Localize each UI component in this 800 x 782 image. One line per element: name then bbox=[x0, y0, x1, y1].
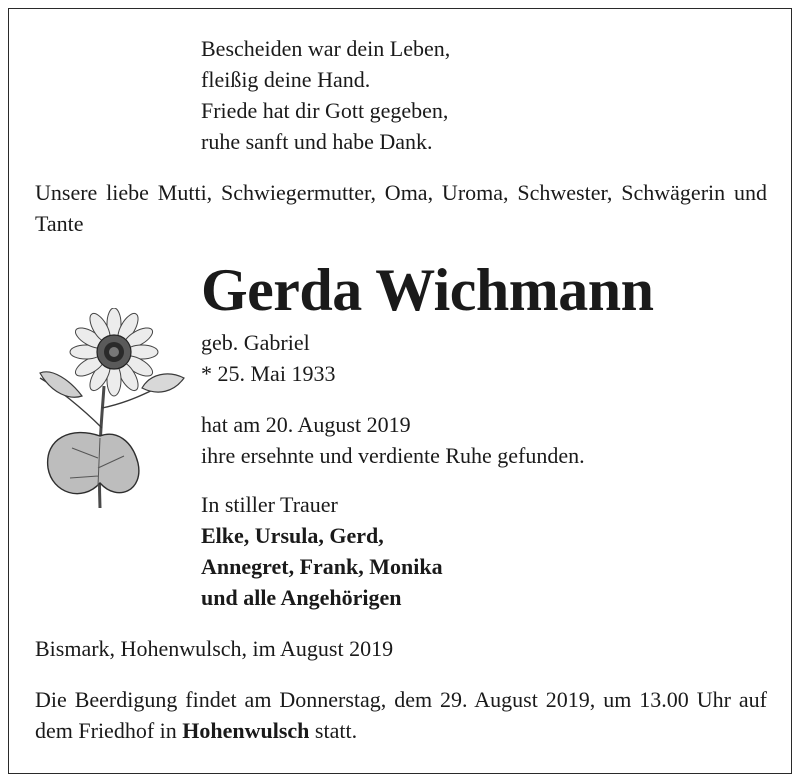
mourners bbox=[201, 489, 443, 613]
birth-info bbox=[201, 327, 335, 389]
poem-line: ruhe sanft und habe Dank. bbox=[201, 129, 433, 154]
poem-line: Friede hat dir Gott gegeben, bbox=[201, 98, 449, 123]
funeral-place: Hohenwulsch bbox=[182, 718, 310, 743]
death-date: hat am 20. August 2019 bbox=[201, 412, 411, 437]
death-text: ihre ersehnte und verdiente Ruhe gefunden. bbox=[201, 443, 585, 468]
funeral-text: Die Beerdigung findet am Donnerstag, dem 29. August 2019, um 13.00 Uhr auf dem Friedhof in bbox=[35, 687, 767, 743]
sunflower-icon bbox=[32, 308, 192, 518]
birth-date: * 25. Mai 1933 bbox=[201, 361, 336, 386]
mourners-heading: In stiller Trauer bbox=[201, 492, 338, 517]
intro-text: Unsere liebe Mutti, Schwiegermutter, Oma, Uroma, Schwester, Schwägerin und Tante bbox=[35, 180, 767, 236]
poem-line: fleißig deine Hand. bbox=[201, 67, 371, 92]
deceased-name: Gerda Wichmann bbox=[201, 257, 654, 323]
funeral-notice bbox=[35, 684, 767, 746]
poem-line: Bescheiden war dein Leben, bbox=[201, 36, 451, 61]
mourner-line: und alle Angehörigen bbox=[201, 585, 402, 610]
maiden-name: geb. Gabriel bbox=[201, 330, 310, 355]
place-date: Bismark, Hohenwulsch, im August 2019 bbox=[35, 636, 394, 661]
poem bbox=[201, 33, 450, 157]
death-info bbox=[201, 409, 585, 471]
funeral-text-end: statt. bbox=[309, 718, 358, 743]
mourner-line: Annegret, Frank, Monika bbox=[201, 554, 443, 579]
mourner-line: Elke, Ursula, Gerd, bbox=[201, 523, 384, 548]
